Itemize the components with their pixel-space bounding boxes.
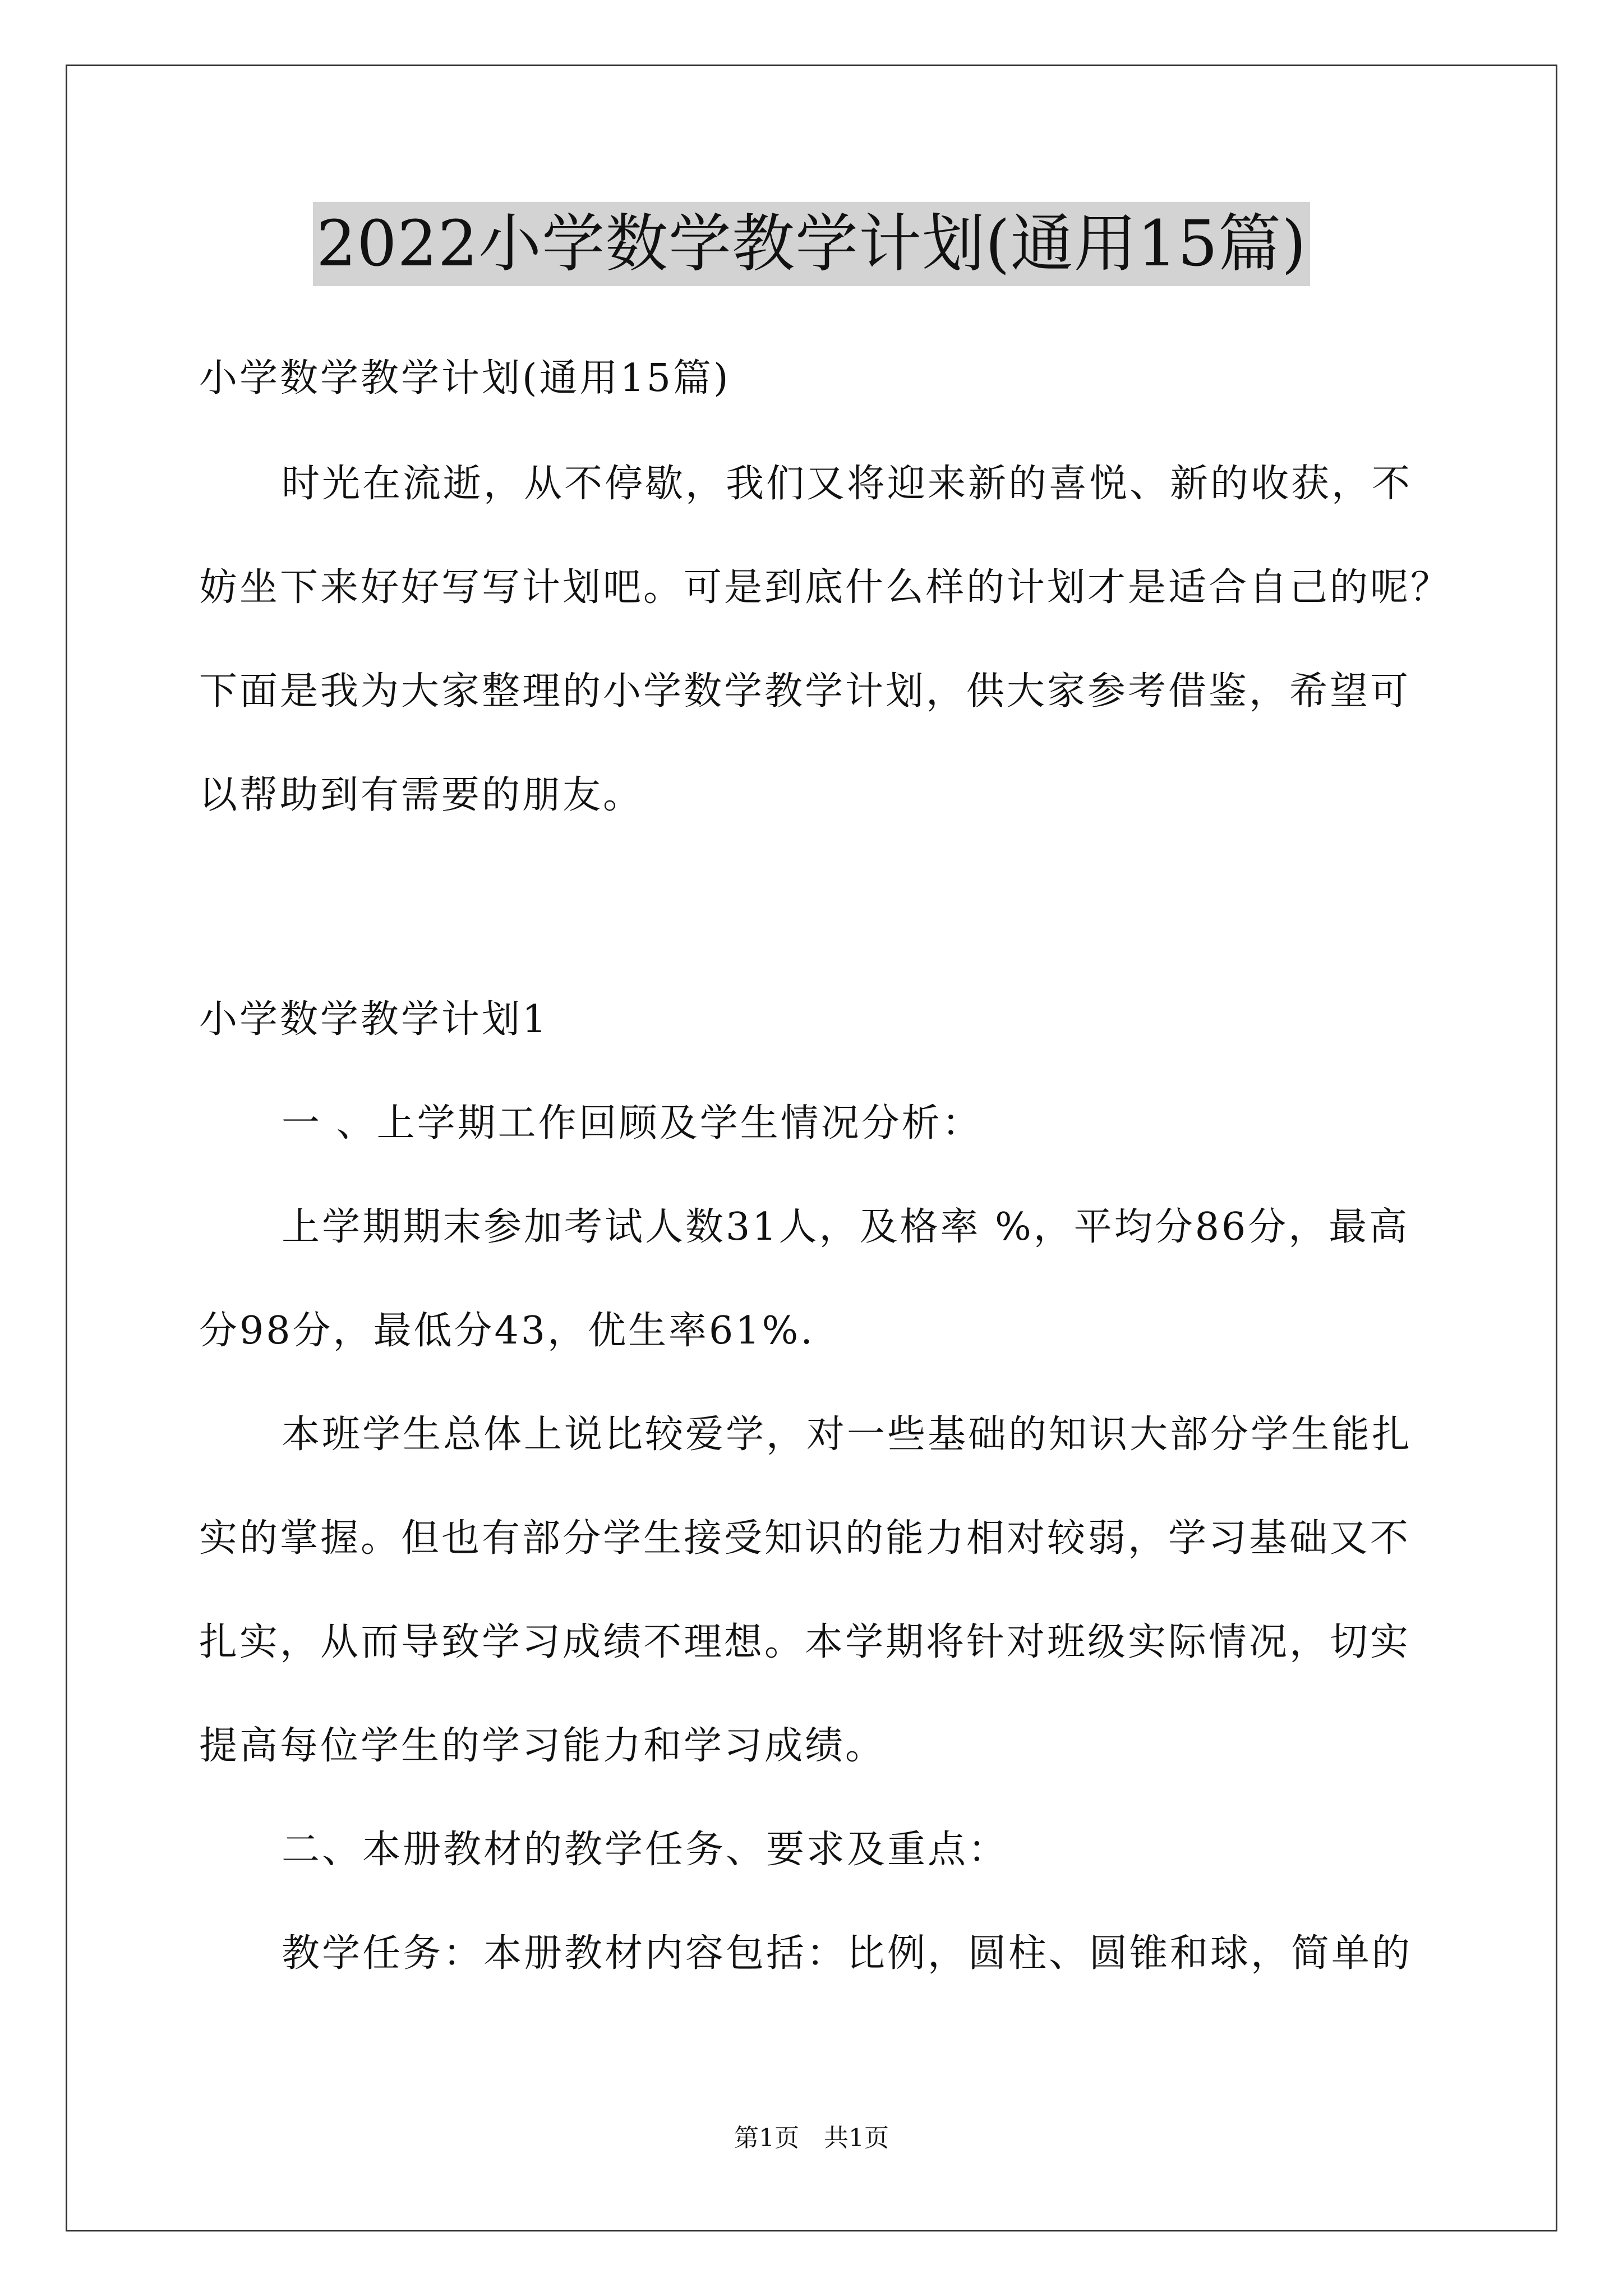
- analysis-line-4: 提高每位学生的学习能力和学习成绩。: [199, 1724, 886, 1768]
- title-container: [0, 202, 1623, 286]
- analysis-line-2: 实的掌握。但也有部分学生接受知识的能力相对较弱，学习基础又不: [199, 1516, 1411, 1561]
- section-title: 小学数学教学计划1: [199, 997, 549, 1042]
- analysis-line-1: 本班学生总体上说比较爱学，对一些基础的知识大部分学生能扎: [282, 1412, 1413, 1457]
- task-line: 教学任务：本册教材内容包括：比例，圆柱、圆锥和球，简单的: [282, 1931, 1413, 1976]
- document-subtitle: 小学数学教学计划(通用15篇): [199, 356, 731, 401]
- intro-line-3: 下面是我为大家整理的小学数学教学计划，供大家参考借鉴，希望可: [199, 669, 1411, 714]
- analysis-line-3: 扎实，从而导致学习成绩不理想。本学期将针对班级实际情况，切实: [199, 1620, 1411, 1664]
- document-title: 2022小学数学教学计划(通用15篇): [313, 202, 1310, 286]
- stats-line-2: 分98分，最低分43，优生率61%.: [199, 1309, 815, 1353]
- heading-2: 二、本册教材的教学任务、要求及重点：: [282, 1828, 1009, 1872]
- heading-1: 一 、上学期工作回顾及学生情况分析：: [282, 1101, 983, 1145]
- page-footer: 第1页 共1页: [734, 2124, 889, 2152]
- intro-line-2: 妨坐下来好好写写计划吧。可是到底什么样的计划才是适合自己的呢？: [199, 565, 1451, 610]
- intro-line-4: 以帮助到有需要的朋友。: [199, 773, 644, 817]
- stats-line-1: 上学期期末参加考试人数31人，及格率 %，平均分86分，最高: [282, 1205, 1410, 1249]
- intro-line-1: 时光在流逝，从不停歇，我们又将迎来新的喜悦、新的收获，不: [282, 462, 1413, 506]
